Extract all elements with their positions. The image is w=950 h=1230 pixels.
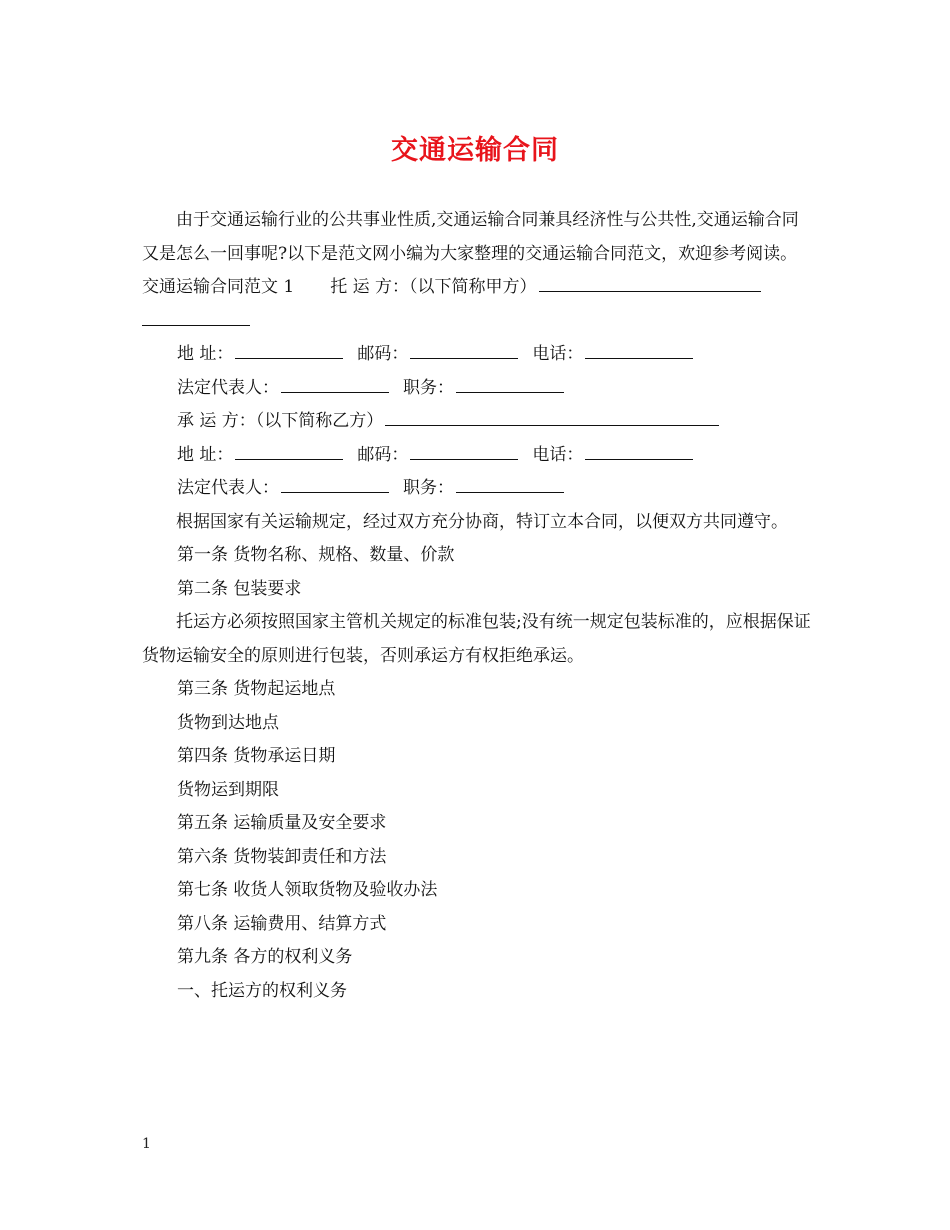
shipper-rights-heading: 一、托运方的权利义务 (177, 980, 347, 1001)
article-6: 第六条 货物装卸责任和方法 (177, 846, 387, 867)
legal-rep-label: 法定代表人： (177, 478, 279, 498)
article-4: 第四条 货物承运日期 (177, 746, 336, 766)
article-1: 第一条 货物名称、规格、数量、价款 (177, 545, 455, 565)
position-label: 职务： (403, 377, 454, 398)
carrier-blank (385, 407, 719, 426)
article-7: 第七条 收货人领取货物及验收办法 (177, 880, 438, 900)
phone-blank (585, 441, 693, 460)
phone-label: 电话： (532, 444, 584, 465)
address-blank (235, 441, 343, 460)
address-blank (235, 340, 343, 359)
postcode-blank (410, 340, 518, 359)
packaging-paragraph: 托运方必须按照国家主管机关规定的标准包装;没有统一规定包装标准的，应根据保证货物运输安全的原则进行包装，否则承运方有权拒绝承运。 (142, 612, 811, 666)
carrier-contact-line (142, 439, 812, 473)
address-label: 地 址： (177, 344, 234, 364)
carrier-line (142, 405, 812, 439)
shipper-blank-continued (142, 307, 250, 326)
carrier-rep-line (142, 472, 812, 506)
shipper-blank (539, 273, 761, 292)
document-body (142, 204, 812, 1008)
postcode-blank (410, 441, 518, 460)
legal-rep-label: 法定代表人： (177, 377, 279, 398)
sample-heading: 交通运输合同范文 1 (142, 277, 295, 297)
position-blank (456, 374, 564, 393)
article-5: 第五条 运输质量及安全要求 (177, 813, 387, 833)
document-title: 交通运输合同 (391, 135, 559, 166)
page-number: 1 (142, 1136, 151, 1152)
carrier-label: 承 运 方：（以下简称乙方） (177, 411, 384, 431)
shipper-label: 托 运 方：（以下简称甲方） (330, 277, 537, 297)
article-3: 第三条 货物起运地点 (177, 679, 336, 699)
postcode-label: 邮码： (357, 444, 409, 465)
postcode-label: 邮码： (357, 344, 409, 364)
shipper-line (142, 271, 812, 338)
destination-line: 货物到达地点 (177, 712, 279, 733)
article-2: 第二条 包装要求 (177, 578, 302, 599)
article-9: 第九条 各方的权利义务 (177, 947, 353, 967)
agreement-paragraph: 根据国家有关运输规定，经过双方充分协商，特订立本合同，以便双方共同遵守。 (176, 511, 788, 532)
shipper-contact-line (142, 338, 812, 372)
phone-label: 电话： (532, 344, 584, 364)
intro-paragraph: 由于交通运输行业的公共事业性质,交通运输合同兼具经济性与公共性,交通运输合同又是怎么一回事呢?以下是范文网小编为大家整理的交通运输合同范文，欢迎参考阅读。 (142, 210, 799, 264)
phone-blank (585, 340, 693, 359)
shipper-rep-line (142, 372, 812, 406)
address-label: 地 址： (177, 444, 234, 465)
legal-rep-blank (281, 374, 389, 393)
position-label: 职务： (403, 478, 454, 498)
deadline-line: 货物运到期限 (177, 779, 279, 800)
article-8: 第八条 运输费用、结算方式 (177, 913, 387, 934)
position-blank (456, 474, 564, 493)
legal-rep-blank (281, 474, 389, 493)
